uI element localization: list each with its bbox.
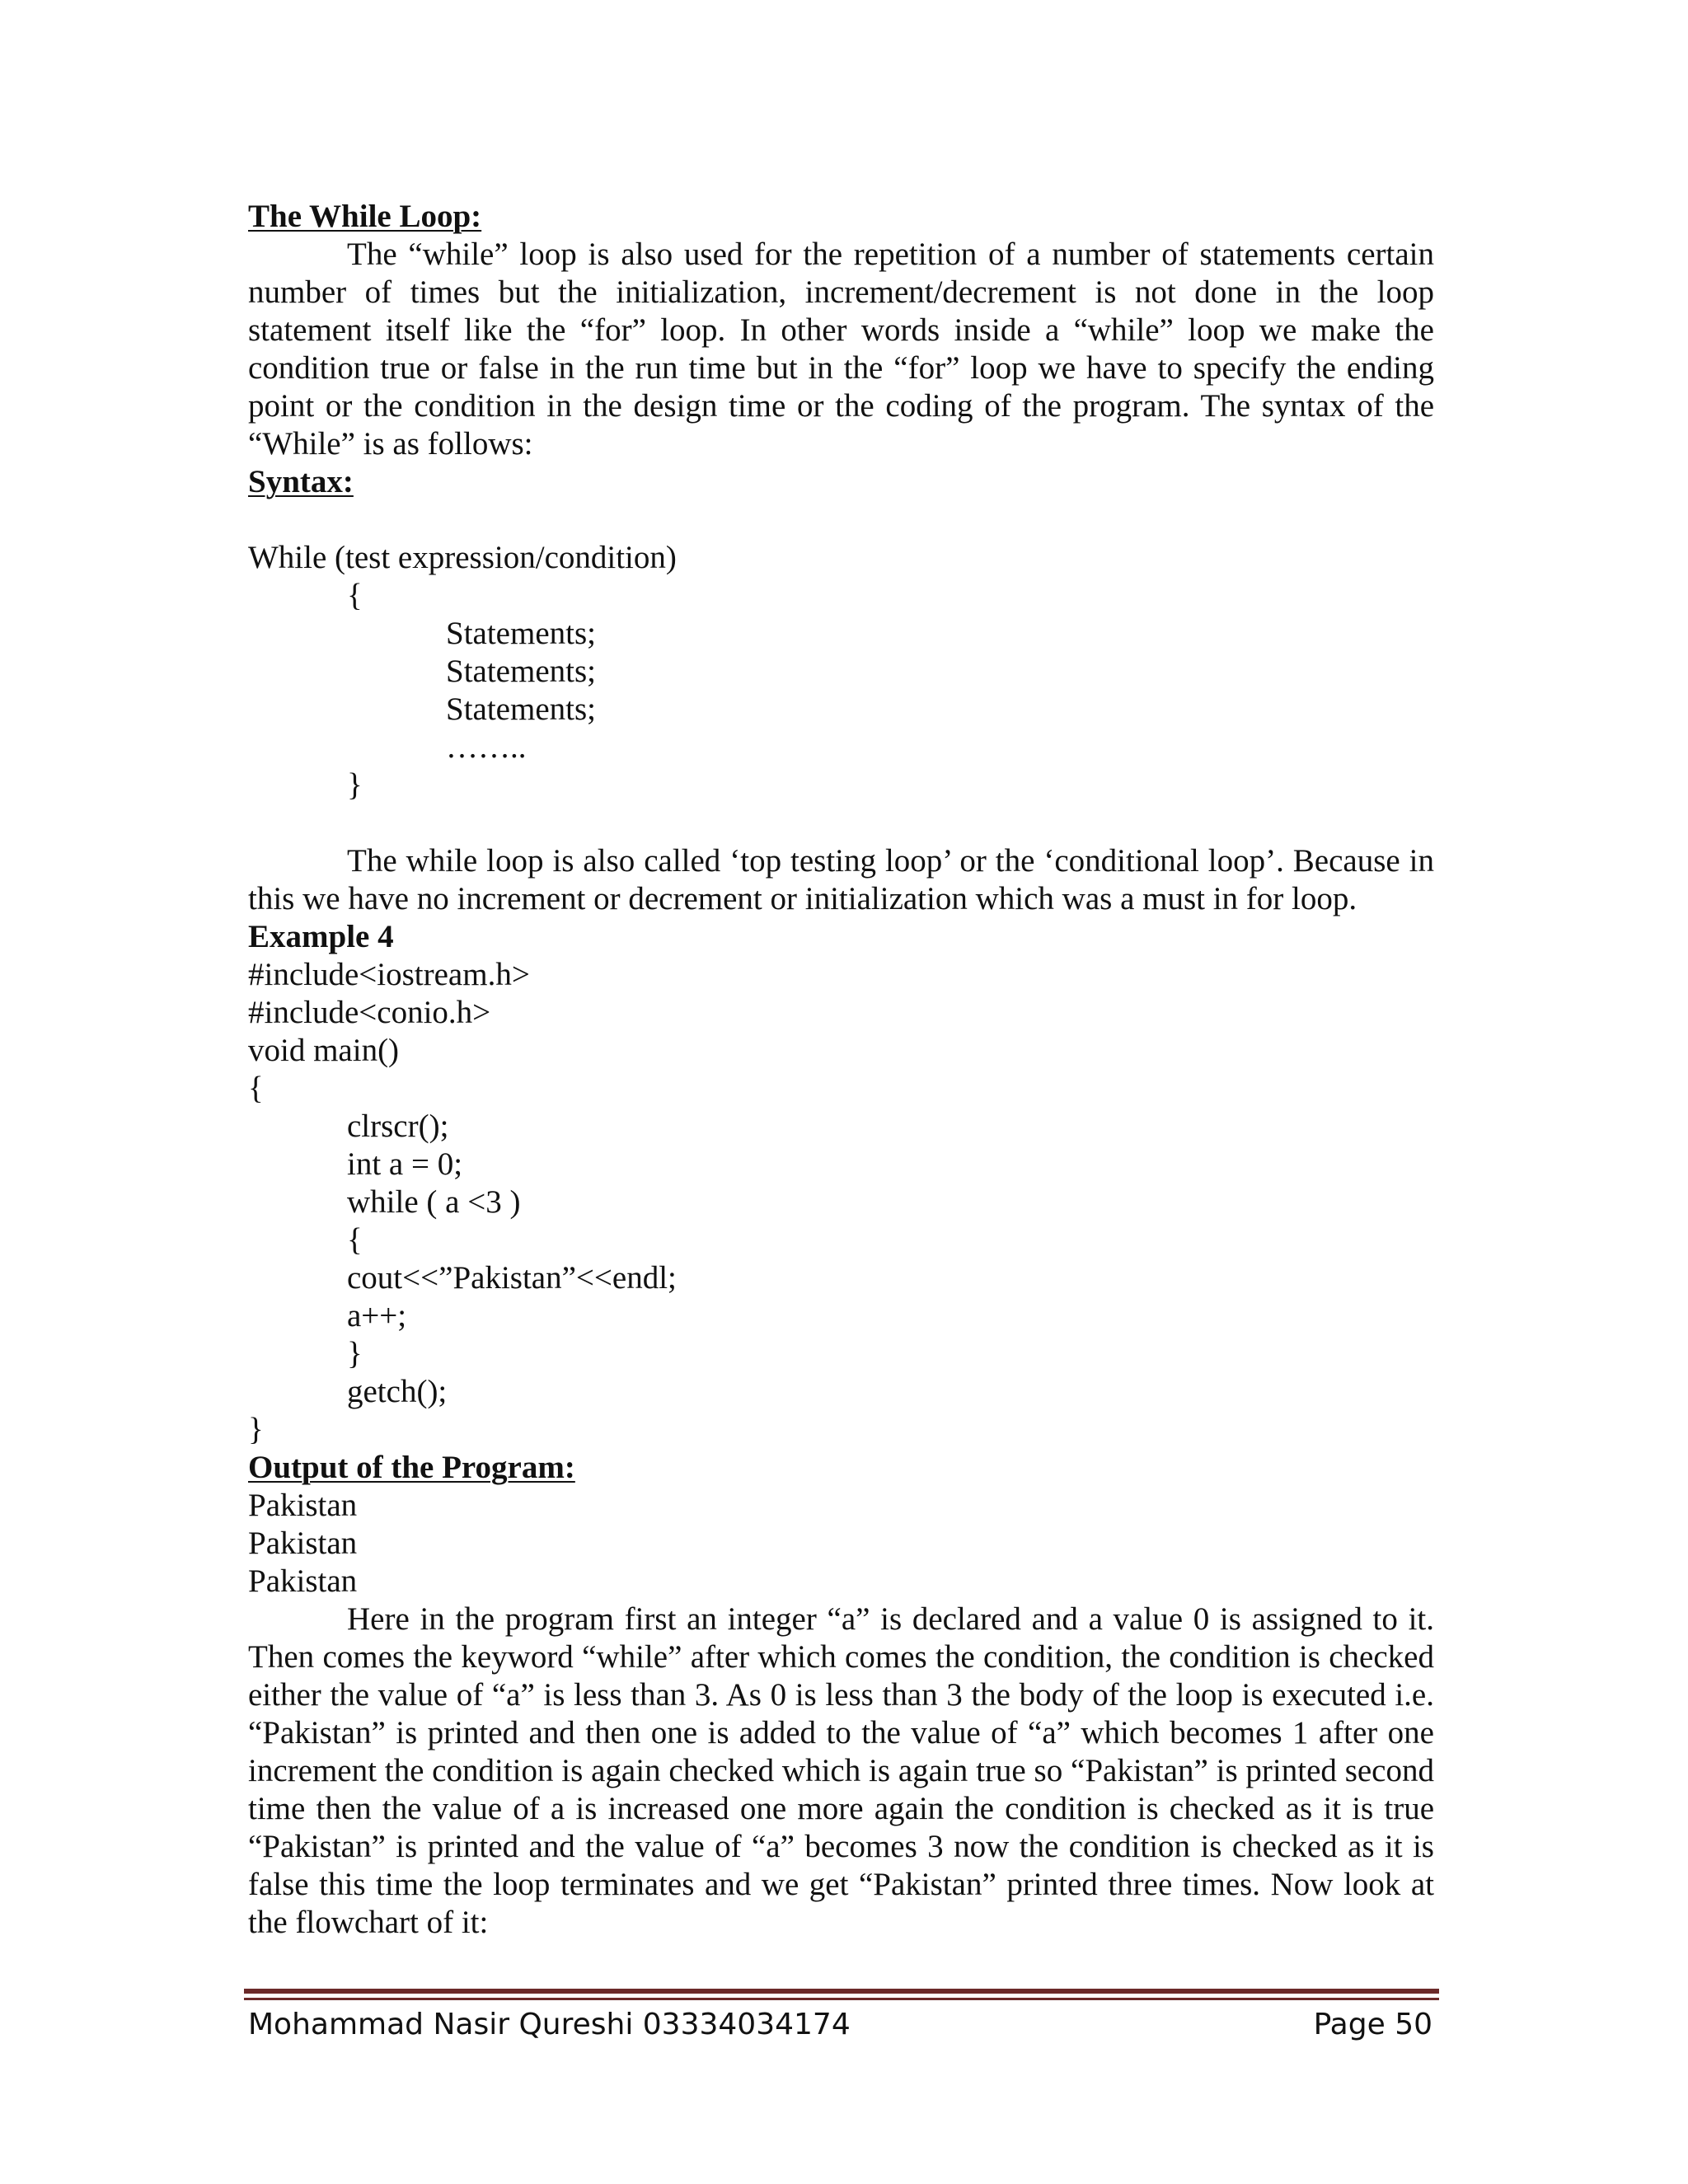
- syntax-statement: Statements;: [446, 691, 596, 727]
- syntax-heading: Syntax:: [248, 464, 354, 499]
- syntax-statement: Statements;: [446, 654, 596, 689]
- output-line: Pakistan: [248, 1526, 358, 1561]
- footer-rule: [244, 1998, 1439, 2000]
- page-number: Page 50: [1313, 2008, 1432, 2041]
- spacer: [248, 501, 1434, 539]
- code-line: }: [347, 1336, 363, 1371]
- code-line: getch();: [347, 1374, 448, 1409]
- code-line: #include<conio.h>: [248, 995, 491, 1030]
- syntax-close-brace: }: [347, 767, 363, 803]
- code-line: while ( a <3 ): [347, 1184, 521, 1220]
- explanation-paragraph: Here in the program first an integer “a” is declared and a value 0 is assigned to it. Then comes the keyword “while” after which comes the condition, the condition is checked either the value of “a” is less than 3. As 0 is less than 3 the body of the loop is executed i.e. “Pakistan” is printed and then one is added to the value of “a” which becomes 1 after one increment the condition is again checked which is again true so “Pakistan” is printed second time then the value of a is increased one more again the condition is checked as it is true “Pakistan” is printed and the value of “a” becomes 3 now the condition is checked as it is false this time the loop terminates and we get “Pakistan” printed three times. Now look at the flowchart of it:: [248, 1601, 1434, 1940]
- code-line: void main(): [248, 1033, 400, 1068]
- output-line: Pakistan: [248, 1488, 358, 1523]
- code-line: cout<<”Pakistan”<<endl;: [347, 1260, 677, 1296]
- footer-author: Mohammad Nasir Qureshi 03334034174: [248, 2008, 851, 2041]
- code-line: {: [347, 1222, 363, 1258]
- section-title: The While Loop:: [248, 199, 482, 234]
- output-line: Pakistan: [248, 1563, 358, 1599]
- code-line: a++;: [347, 1298, 407, 1333]
- code-line: {: [248, 1071, 264, 1106]
- intro-paragraph: The “while” loop is also used for the repetition of a number of statements certain number of times but the initialization, increment/decrement is not done in the loop statement itself like the “for” loop. In other words inside a “while” loop we make the condition true or false in the run time but in the “for” loop we have to specify the ending point or the condition in the design time or the coding of the program. The syntax of the “While” is as follows:: [248, 237, 1434, 462]
- syntax-line: While (test expression/condition): [248, 540, 677, 575]
- syntax-ellipsis: ……..: [446, 729, 527, 765]
- output-heading: Output of the Program:: [248, 1450, 575, 1485]
- code-line: clrscr();: [347, 1108, 449, 1144]
- code-line: #include<iostream.h>: [248, 957, 530, 992]
- example-heading: Example 4: [248, 919, 394, 954]
- explanation-paragraph: The while loop is also called ‘top testing loop’ or the ‘conditional loop’. Because in this we have no increment or decrement or initialization which was a must in for loop.: [248, 843, 1434, 916]
- code-line: }: [248, 1412, 264, 1447]
- spacer: [248, 804, 1434, 842]
- page-content: [248, 198, 1434, 1942]
- footer-rule: [244, 1989, 1439, 1994]
- code-line: int a = 0;: [347, 1146, 463, 1182]
- syntax-open-brace: {: [347, 578, 363, 613]
- syntax-statement: Statements;: [446, 616, 596, 651]
